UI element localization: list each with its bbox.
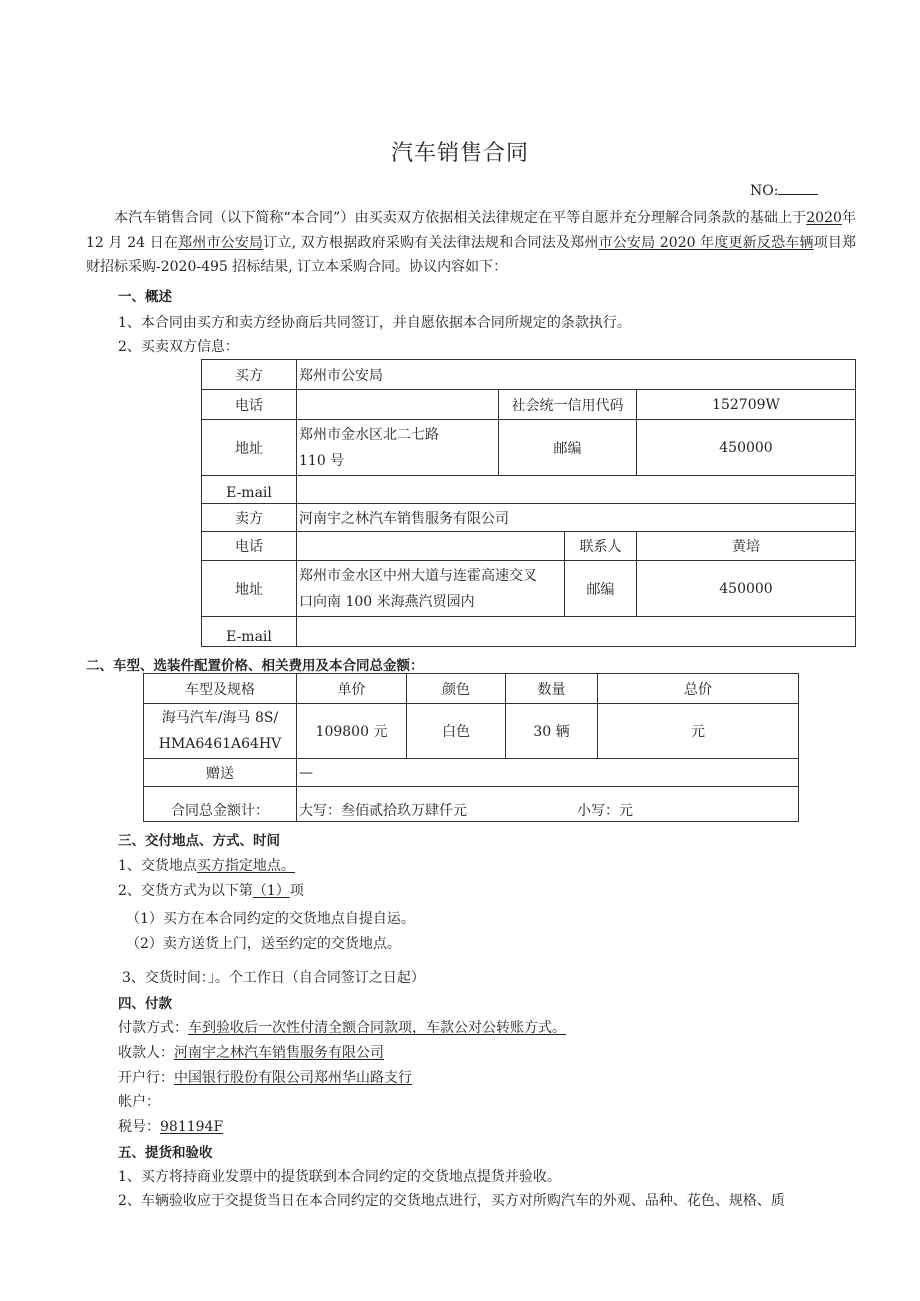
delivery-method-suffix: 项 [289, 883, 304, 899]
header-unit-price: 单价 [297, 674, 407, 704]
delivery-time: 3、交货时间：」。个工作日（自合同签订之日起） [122, 970, 425, 986]
tax-number [118, 1116, 223, 1136]
seller-address [297, 561, 565, 617]
header-color: 颜色 [407, 674, 506, 704]
buyer-phone [297, 390, 499, 420]
contract-number [750, 182, 818, 199]
seller-name: 河南宇之林汽车销售服务有限公司 [297, 504, 856, 532]
seller-zip: 450000 [637, 561, 856, 617]
intro-text-2: 年 12 月 24 日在 [86, 210, 857, 251]
payee [118, 1042, 384, 1062]
seller-address-label: 地址 [202, 561, 297, 617]
intro-text-3: 订立, 双方根据政府采购有关法律法规和合同法及郑州 [263, 234, 599, 251]
seller-label: 卖方 [202, 504, 297, 532]
seller-phone-label: 电话 [202, 532, 297, 561]
header-total: 总价 [598, 674, 799, 704]
buyer-name: 郑州市公安局 [297, 360, 856, 390]
seller-zip-label: 邮编 [565, 561, 637, 617]
vehicle-unit-price: 109800 元 [297, 704, 407, 759]
payee-label: 收款人： [118, 1045, 174, 1061]
payee-value: 河南宇之林汽车销售服务有限公司 [174, 1045, 384, 1061]
bank-value: 中国银行股份有限公司郑州华山路支行 [174, 1070, 412, 1086]
section-5-heading: 五、提货和验收 [118, 1145, 213, 1161]
section-4-heading: 四、付款 [118, 996, 172, 1012]
contract-sum-label: 合同总金额计： [144, 787, 297, 822]
buyer-label: 买方 [202, 360, 297, 390]
intro-place: 郑州市公安局 [178, 234, 264, 251]
section-2-heading: 二、车型、选装件配置价格、相关费用及本合同总金额： [86, 658, 424, 674]
buyer-zip: 450000 [637, 420, 856, 476]
delivery-method [118, 880, 304, 900]
payment-method-value: 车到验收后一次性付清全额合同款项，车款公对公转账方式。 [188, 1020, 566, 1036]
payment-method-label: 付款方式： [118, 1020, 188, 1036]
delivery-place-value: 买方指定地点。 [196, 858, 295, 874]
delivery-method-label: 2、交货方式为以下第 [118, 883, 253, 899]
vehicle-color: 白色 [407, 704, 506, 759]
seller-address-line-2: 口向南 100 米海燕汽贸园内 [299, 593, 475, 610]
delivery-method-value: （1） [252, 883, 290, 899]
account-label: 帐户： [118, 1094, 160, 1110]
account [118, 1091, 160, 1111]
delivery-place [118, 855, 295, 875]
contract-sum-upper: 大写：叁佰贰拾玖万肆仟元 [299, 803, 467, 819]
bank [118, 1067, 412, 1087]
buyer-email [297, 476, 856, 504]
gift-label: 赠送 [144, 759, 297, 787]
section-5-line-1: 1、买方将持商业发票中的提货联到本合同约定的交货地点提货并验收。 [118, 1169, 561, 1185]
section-5-line-2: 2、车辆验收应于交提货当日在本合同约定的交货地点进行，买方对所购汽车的外观、品种、花色、规格、质 [118, 1193, 785, 1209]
credit-code: 152709W [637, 390, 856, 420]
seller-contact-label: 联系人 [565, 532, 637, 561]
section-3-heading: 三、交付地点、方式、时间 [118, 833, 280, 849]
vehicle-model-line-2: HMA6461A64HV [158, 736, 282, 752]
delivery-place-label: 1、交货地点 [118, 858, 197, 874]
contract-number-blank [778, 182, 818, 195]
seller-address-line-1: 郑州市金水区中州大道与连霍高速交叉 [299, 567, 537, 584]
bank-label: 开户行： [118, 1070, 174, 1086]
buyer-email-label: E-mail [202, 476, 297, 504]
page-title: 汽车销售合同 [390, 141, 529, 166]
buyer-phone-label: 电话 [202, 390, 297, 420]
header-model: 车型及规格 [144, 674, 297, 704]
intro-text-4: 项目郑财招标采购-2020-495 招标结果, 订立本采购合同。协议内容如下： [86, 234, 857, 275]
buyer-address-line-1: 郑州市金水区北二七路 [299, 426, 439, 443]
buyer-address-line-2: 110 号 [299, 452, 345, 469]
vehicle-price-table [143, 673, 799, 822]
gift-value: — [297, 759, 799, 787]
party-info-table [201, 359, 856, 647]
seller-email-label: E-mail [202, 617, 297, 647]
seller-email [297, 617, 856, 647]
tax-number-value: 981194F [160, 1119, 224, 1135]
intro-project: 市公安局 2020 年度更新反恐车辆 [598, 234, 814, 251]
header-quantity: 数量 [506, 674, 598, 704]
seller-contact: 黄培 [637, 532, 856, 561]
delivery-option-1: （1）买方在本合同约定的交货地点自提自运。 [126, 911, 415, 927]
section-1-line-1: 1、本合同由买方和卖方经协商后共同签订，并自愿依据本合同所规定的条款执行。 [118, 315, 631, 331]
payment-method [118, 1017, 566, 1037]
buyer-zip-label: 邮编 [499, 420, 637, 476]
vehicle-model [144, 704, 297, 759]
contract-number-label: NO: [750, 183, 779, 199]
section-1-line-2: 2、买卖双方信息： [118, 339, 239, 355]
delivery-option-2: （2）卖方送货上门，送至约定的交货地点。 [126, 936, 401, 952]
contract-sum-lower: 小写：元 [577, 803, 633, 819]
section-1-heading: 一、概述 [118, 289, 172, 305]
credit-code-label: 社会统一信用代码 [499, 390, 637, 420]
vehicle-quantity: 30 辆 [506, 704, 598, 759]
intro-text-1: 本汽车销售合同（以下简称“本合同”）由买卖双方依据相关法律规定在平等自愿并充分理解合同条款的基础上于 [114, 210, 807, 226]
intro-paragraph [86, 206, 856, 280]
tax-number-label: 税号： [118, 1119, 160, 1135]
contract-sum [297, 787, 799, 822]
buyer-address [297, 420, 499, 476]
buyer-address-label: 地址 [202, 420, 297, 476]
seller-phone [297, 532, 565, 561]
vehicle-total: 元 [598, 704, 799, 759]
vehicle-model-line-1: 海马汽车/海马 8S/ [161, 710, 279, 726]
intro-year: 2020 [806, 210, 842, 226]
